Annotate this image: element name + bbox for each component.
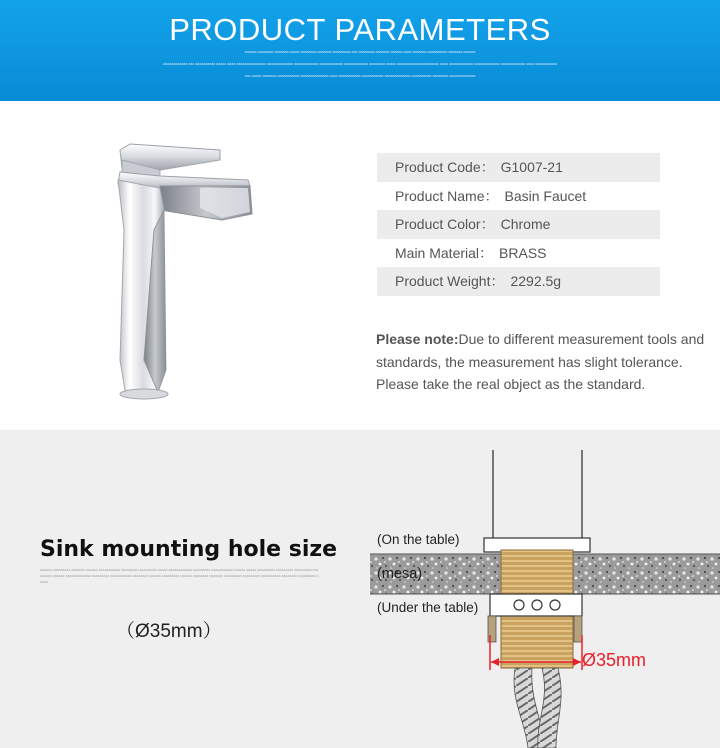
page-title: PRODUCT PARAMETERS: [169, 12, 551, 47]
banner-fine-text-2: aaaaaaaaaaaa aaa aaaaaaaaaa aaaaa aaaa aaaaaaaaaaaaaaa aaaaaaaaaaaaa aaaaaaaaaaaa aaaaaaaaaaaa aaaaaaaaaaaa aaaaaaaa aaaaa aaaaaaaaaaaaaaaaaaaaa aaaa aaaaaaaaaaaa aaaaaaaaaaaaa aaaaaaaaaaaa aaaa aaaaaaaaaaa: [163, 62, 557, 66]
param-value: G1007-21: [500, 159, 563, 176]
note-line-2: standards, the measurement has slight tolerance.: [376, 353, 683, 370]
param-label: Product Name：: [395, 187, 499, 204]
param-row-material: [377, 239, 660, 268]
open-paren: （: [116, 621, 136, 642]
param-row-color: [377, 210, 660, 239]
header-banner: [0, 0, 720, 101]
mounting-hole-size: [116, 616, 222, 643]
faucet-image: [100, 130, 270, 410]
banner-fine-text-3: aaa aaaaa aaaaaaa aaaaaaaaaaa aaaaaaaaaaaaaa aaaa aaaaaaaaaaa aaaaaaaaaaa aaaaaaaaaaaaa aaaaaaaaaa aaaaaaaa aaaaaaaaaaaaa: [244, 74, 476, 78]
param-value: BRASS: [499, 244, 547, 261]
product-parameters-table: [377, 153, 660, 296]
param-value: 2292.5g: [510, 273, 562, 290]
note-label: Please note:: [376, 331, 459, 347]
note-line-3: Please take the real object as the standard.: [376, 376, 646, 392]
mounting-diagram: [360, 430, 720, 748]
param-label: Product Color：: [395, 216, 495, 233]
param-label: Main Material：: [395, 244, 494, 261]
close-paren: ）: [202, 621, 222, 642]
measurement-note: [376, 328, 716, 396]
mounting-hole-title: Sink mounting hole size: [40, 537, 338, 562]
banner-fine-text-1: aaaaaa aaaaaaaa aaaaaaa aaaaa aaaaaaaa aaaaaaa aaaaaaaaa aaa aaaaaaaa aaaaaaa aaaaaa aaaa aaaaaaa aaaaaaaaaa aaaaaaa aaaaaa: [244, 50, 476, 54]
param-row-code: [377, 153, 660, 182]
mesa-label: (mesa): [377, 566, 423, 582]
param-value: Chrome: [500, 216, 551, 233]
param-label: Product Code：: [395, 159, 495, 176]
param-row-name: [377, 182, 660, 211]
hole-size-value: Ø35mm: [135, 621, 203, 642]
note-line-1: Due to different measurement tools and: [458, 331, 705, 347]
param-label: Product Weight：: [395, 273, 505, 290]
param-value: Basin Faucet: [504, 187, 587, 204]
diameter-label: Ø35mm: [582, 650, 647, 670]
on-table-label: (On the table): [377, 532, 460, 547]
param-row-weight: [377, 267, 660, 296]
under-table-label: (Under the table): [377, 600, 479, 615]
mounting-hole-fine-text: aaaaaa aaaaaaaaa aaaaaaa aaaaaa aaaaaaaaaaa aaaaaaaaa aaaaaaaaa aaaaa aaaaaaaaaaaa aaaaaaaaa aaaaaaaaaaa aaaaaa aaaaa aaaaaaaaa aaaaaaaaa aaaaaaaaa aaaaaaaaa aaaaaa aaaaaaaaaaaaa aaaaaaaaa aaaaaaaaaaa aaaaaaaa aaaaaa aaaaaaaaa aaaaaa aaaaaaaa aaaaaaa aaaaaaaaa aaaaaaaaa aaaaaaaaaa aaaaaaaa aaaaaaaaa aaaaa: [40, 568, 319, 584]
